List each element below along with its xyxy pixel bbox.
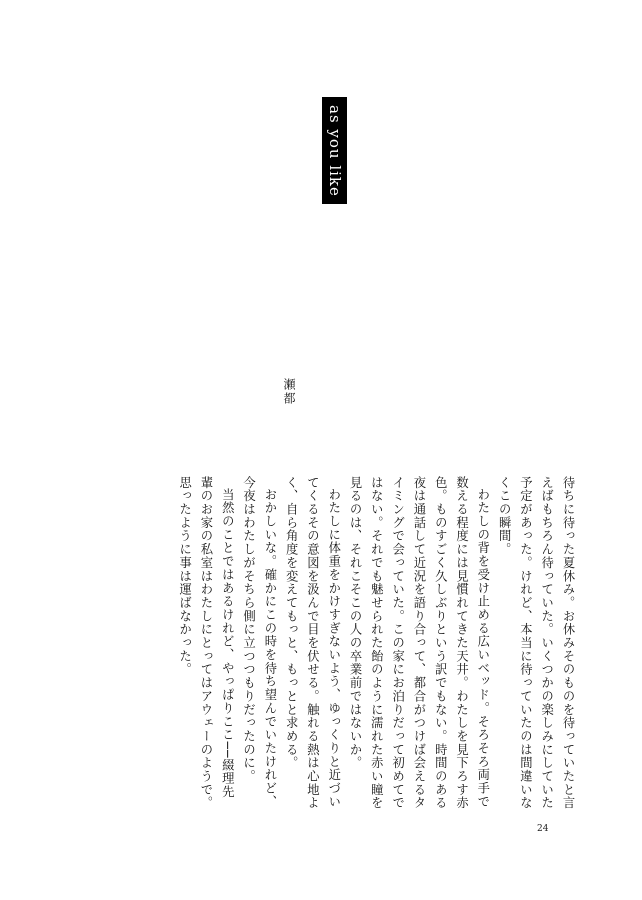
paragraph-5: 当然のことではあるけれど、やっぱりここ──綴理先輩のお家の私室はわたしにとってはアウェーのようで。思ったように事は運ばなかった。 xyxy=(177,476,235,810)
paragraph-4: おかしいな。確かにこの時を待ち望んでいたけれど、今夜はわたしがそちら側に立つつもりだったのに。 xyxy=(241,476,277,809)
paragraph-1: 待ちに待った夏休み。お休みそのものを待っていたと言えばもちろん待っていた。いくつかの楽しみにしていた予定があった。けれど、本当に待っていたのは間違いなくこの瞬間。 xyxy=(497,476,575,810)
title-banner xyxy=(322,97,347,204)
paragraph-2: わたしの背を受け止める広いベッド。そろそろ両手で数える程度には見慣れてきた天井。わたしを見下ろす赤色。ものすごく久しぶりという訳でもない。時間のある夜は通話して近況を語り合って、都合がつけば会えるタイミングで会っていた。この家にお泊りだって初めてではない。それでも魅せられた飴のように濡れた赤い瞳を見るのは、それこそこの人の卒業前ではないか。 xyxy=(348,476,490,810)
page-number: 24 xyxy=(537,824,549,834)
story-title: as you like xyxy=(326,104,344,197)
body-text xyxy=(158,476,578,811)
paragraph-3: わたしに体重をかけすぎないよう、ゆっくりと近づいてくるその意図を汲んで目を伏せる。触れる熱は心地よく、自ら角度を変えてもっと、もっとと求める。 xyxy=(284,476,341,810)
author-name: 瀬都 xyxy=(282,378,296,406)
